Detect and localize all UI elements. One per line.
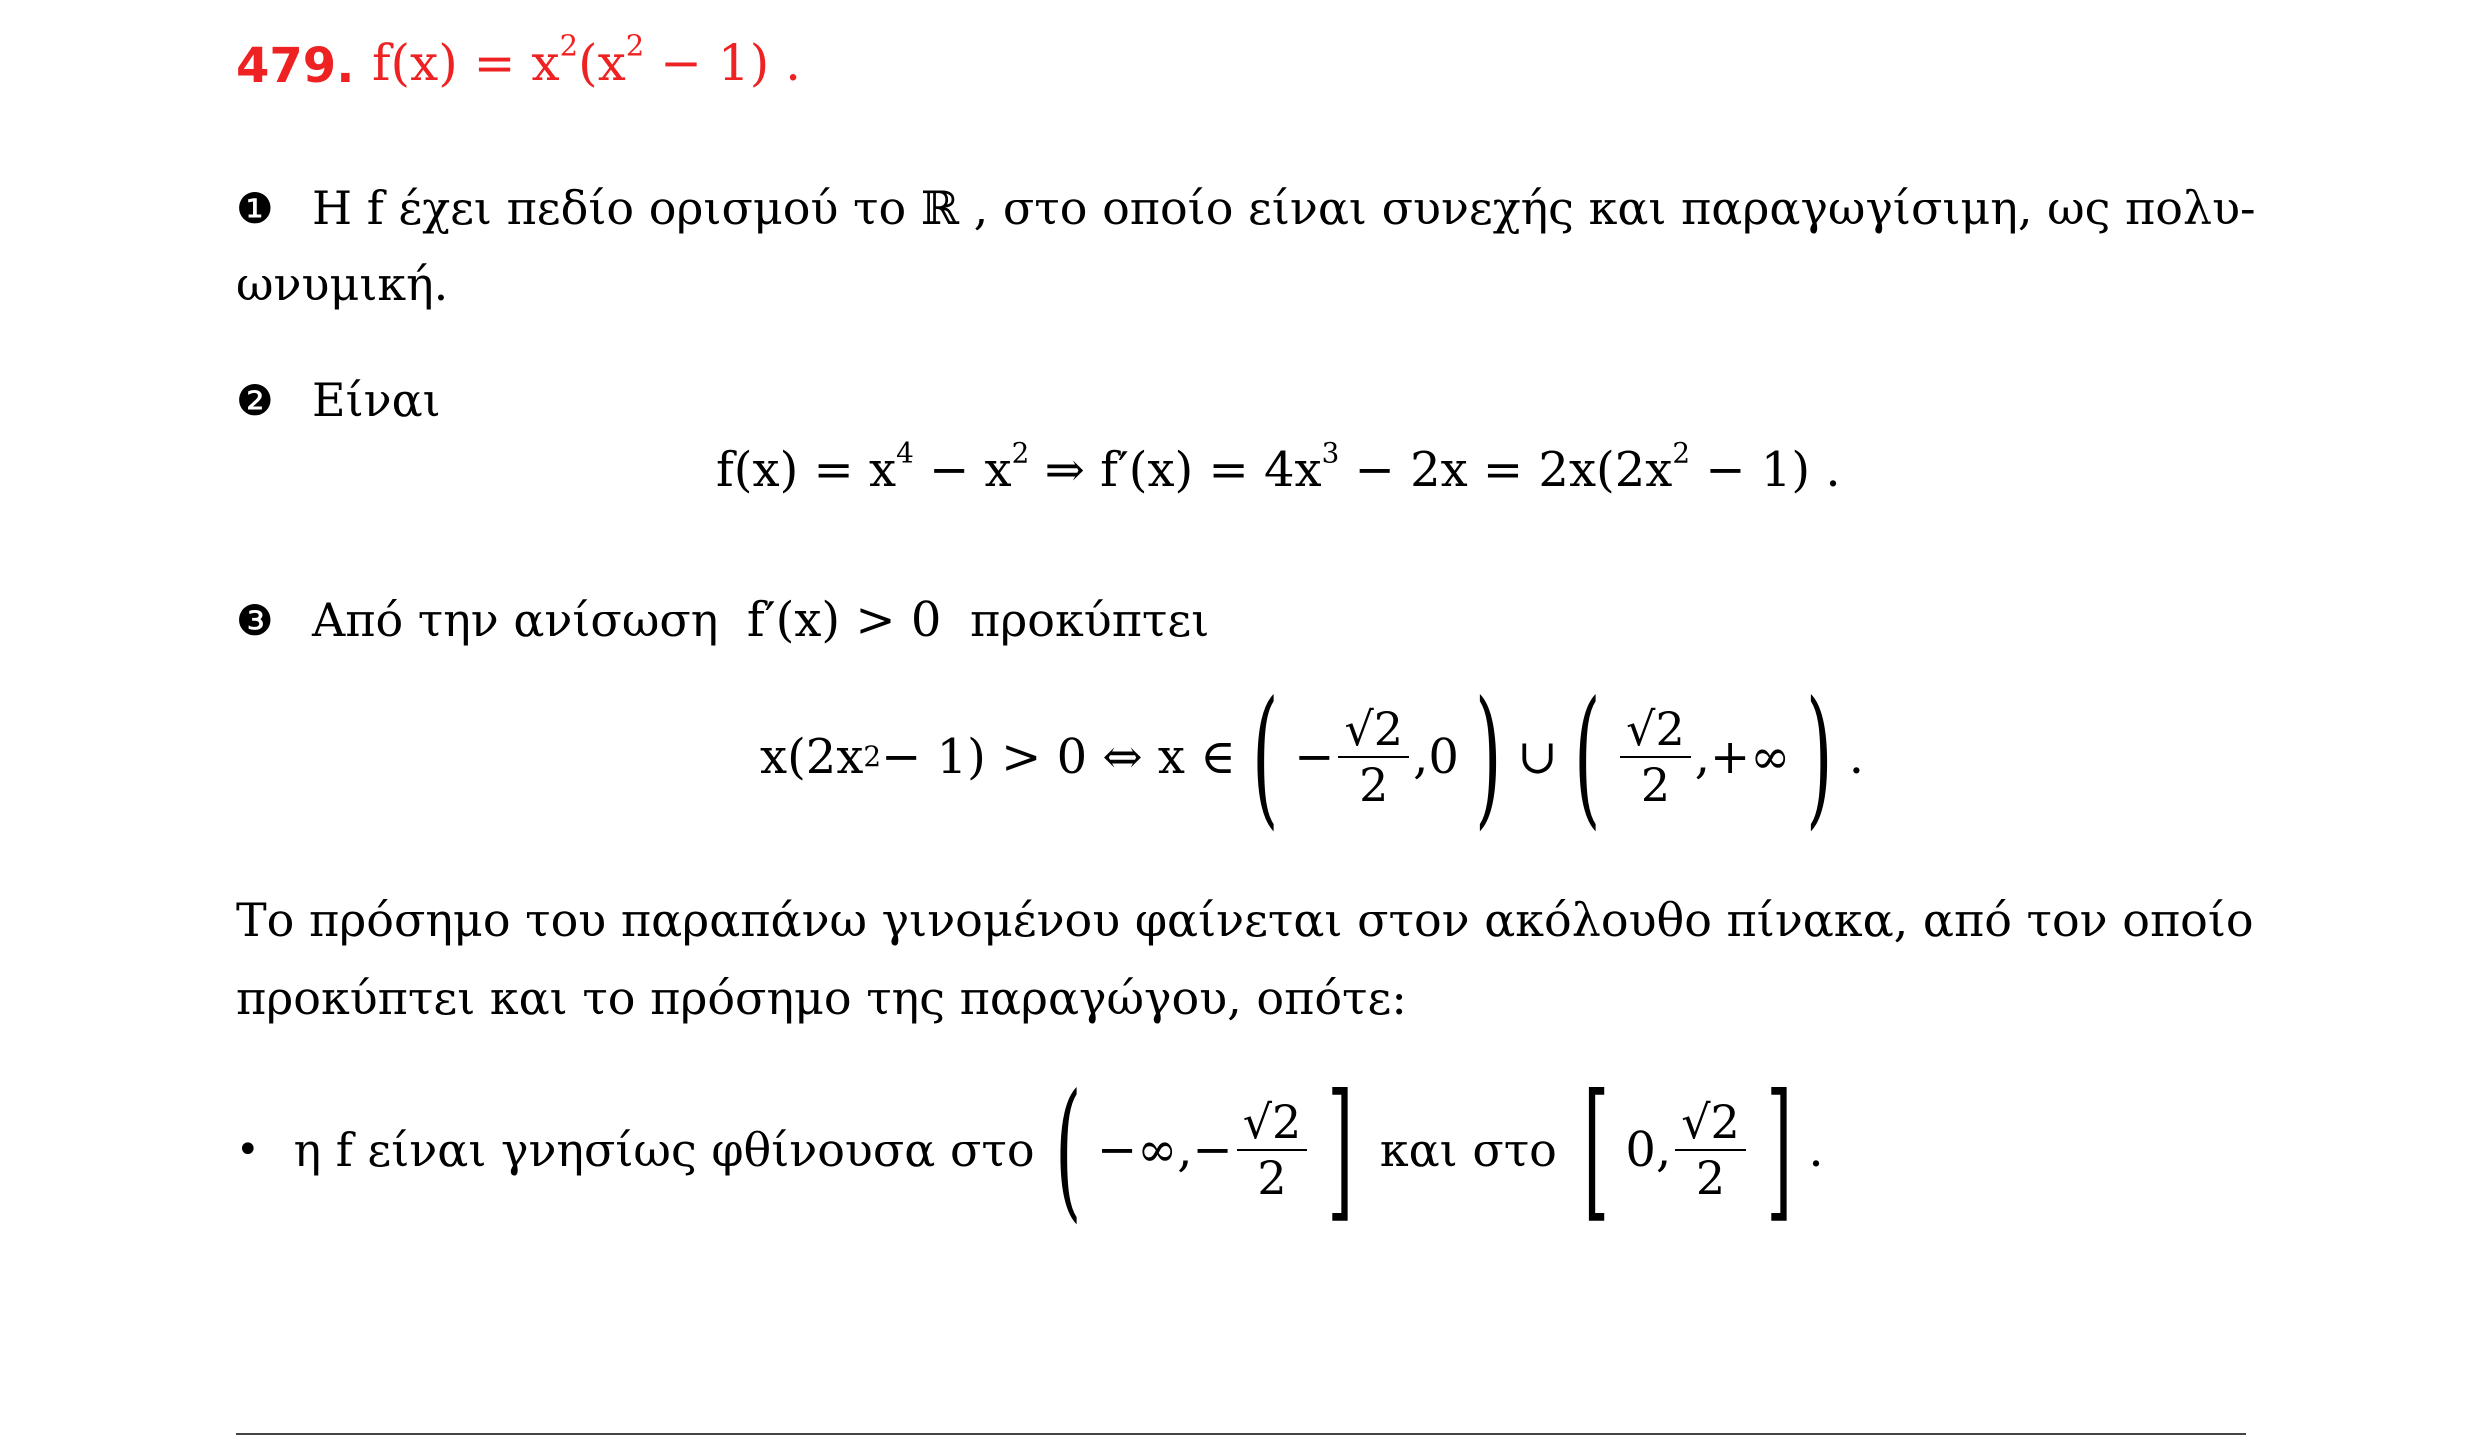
item1-line1: Η f έχει πεδίο ορισμού το ℝ , στο οποίο είναι συνεχής και παραγωγίσιμη, ως πολυ- — [312, 181, 2256, 235]
interval2-start: 0, — [1625, 1122, 1672, 1178]
period: . — [1848, 729, 1865, 785]
left-paren: ( — [1573, 670, 1601, 844]
denominator: 2 — [1257, 1151, 1287, 1205]
fraction-sqrt2-over-2 — [1620, 702, 1691, 812]
footer-rule — [236, 1433, 2246, 1435]
eq-part: − 1) . — [1690, 442, 1841, 498]
plus-infinity: ,+∞ — [1694, 729, 1791, 785]
step-marker-2: ❷ — [236, 376, 274, 425]
exercise-formula — [372, 28, 802, 92]
item3-text-b: προκύπτει — [970, 593, 1210, 647]
right-bracket: ] — [1765, 1063, 1793, 1237]
item2-text: Είναι — [312, 373, 441, 427]
bullet-item — [236, 1060, 1824, 1240]
step-marker-1: ❶ — [236, 184, 274, 233]
item3-text — [312, 582, 1209, 658]
denominator: 2 — [1695, 1151, 1726, 1205]
bullet-text-b: και στο — [1379, 1123, 1557, 1177]
eq-exponent: 4 — [896, 436, 914, 470]
step-marker-3: ❸ — [236, 596, 274, 645]
item3-inequality: f′(x) > 0 — [746, 592, 942, 648]
right-paren: ) — [1474, 670, 1502, 844]
bullet-dot: • — [236, 1127, 260, 1173]
sqrt-symbol: √ — [1344, 702, 1374, 756]
formula-part: (x — [578, 34, 626, 92]
sqrt-argument: 2 — [1373, 702, 1404, 756]
right-paren: ) — [1806, 670, 1833, 844]
eq-exponent: 2 — [1672, 436, 1691, 470]
minus-sign: − — [1294, 729, 1335, 785]
fraction-sqrt2-over-2 — [1237, 1095, 1308, 1205]
eq-part: − x — [913, 442, 1012, 498]
inequality-solution: x(2x 2 − 1) > 0 ⇔ x ∈ ( − $\frac{√2}{2}$ ,0 ) ∪ ( $\frac{√2}{2}$ ,+∞ ) . — [760, 670, 1865, 844]
formula-exponent: 2 — [559, 28, 579, 63]
sqrt-argument: 2 — [1272, 1095, 1302, 1149]
eq-exponent: 3 — [1321, 436, 1340, 470]
interval1-start: −∞,− — [1097, 1122, 1233, 1178]
fraction-sqrt2-over-2 — [1338, 702, 1409, 812]
left-paren: ( — [1251, 670, 1279, 844]
left-bracket: [ — [1582, 1063, 1610, 1237]
denominator: 2 — [1359, 758, 1389, 812]
formula-part: − 1) . — [644, 34, 802, 92]
sqrt-argument: 2 — [1710, 1095, 1740, 1149]
eq-part: f(x) = x — [716, 442, 897, 498]
exercise-number: 479. — [236, 38, 355, 94]
sqrt-symbol: √ — [1242, 1095, 1273, 1149]
item1-line2: ωνυμική. — [236, 257, 449, 311]
bullet-text-a: η f είναι γνησίως φθίνουσα στο — [293, 1123, 1035, 1177]
left-paren: ( — [1054, 1063, 1081, 1237]
paragraph-line2: προκύπτει και το πρόσημο της παραγώγου, οπότε: — [236, 971, 1407, 1025]
fraction-sqrt2-over-2 — [1675, 1095, 1746, 1205]
eq-part: ⇒ f′(x) = 4x — [1029, 442, 1322, 498]
formula-part: f(x) = x — [372, 34, 560, 92]
sqrt-symbol: √ — [1681, 1095, 1711, 1149]
zero-bound: ,0 — [1413, 729, 1459, 785]
formula-exponent: 2 — [625, 28, 645, 63]
derivative-equation — [716, 436, 1841, 498]
eq-part: − 2x = 2x(2x — [1339, 442, 1673, 498]
denominator: 2 — [1640, 758, 1671, 812]
sqrt-symbol: √ — [1626, 702, 1656, 756]
sqrt-argument: 2 — [1655, 702, 1685, 756]
eq-exponent: 2 — [1011, 436, 1030, 470]
period: . — [1808, 1122, 1824, 1178]
item3-text-a: Από την ανίσωση — [312, 593, 719, 647]
union-symbol: ∪ — [1517, 729, 1558, 785]
eq-part: x(2x — [760, 729, 864, 785]
right-bracket: ] — [1327, 1063, 1354, 1237]
eq-part: − 1) > 0 ⇔ x ∈ — [881, 729, 1236, 785]
paragraph-line1: Το πρόσημο του παραπάνω γινομένου φαίνεται στον ακόλουθο πίνακα, από τον οποίο — [236, 893, 2254, 947]
